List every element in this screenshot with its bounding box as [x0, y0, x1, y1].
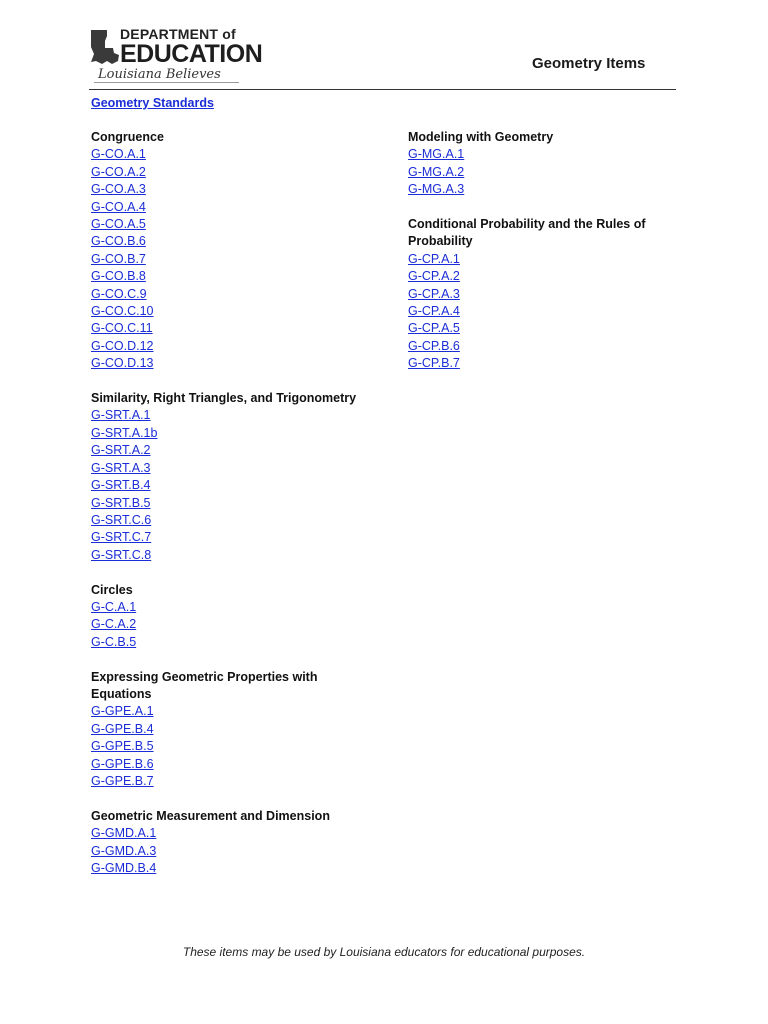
louisiana-state-icon — [90, 28, 120, 68]
standard-link-g-srt-b-4[interactable]: G-SRT.B.4 — [91, 478, 151, 493]
header-divider — [89, 89, 676, 90]
standard-link-g-co-d-13[interactable]: G-CO.D.13 — [91, 356, 154, 371]
section-circles — [91, 582, 381, 652]
section-title: Expressing Geometric Properties with Equations — [91, 669, 318, 701]
section-title: Modeling with Geometry — [408, 130, 554, 144]
standard-link-g-gpe-b-5[interactable]: G-GPE.B.5 — [91, 739, 154, 754]
standard-link-g-gpe-b-4[interactable]: G-GPE.B.4 — [91, 721, 154, 736]
standard-link-g-co-c-9[interactable]: G-CO.C.9 — [91, 286, 147, 301]
standard-link-g-gmd-a-3[interactable]: G-GMD.A.3 — [91, 843, 157, 858]
department-of-education-logo — [90, 26, 263, 84]
standard-link-g-co-c-11[interactable]: G-CO.C.11 — [91, 321, 153, 336]
section-title: Congruence — [91, 130, 164, 144]
standard-link-g-mg-a-2[interactable]: G-MG.A.2 — [408, 164, 465, 179]
section-geometric-measurement-and-dimension — [91, 808, 381, 878]
right-column — [408, 129, 668, 390]
standard-link-g-c-a-1[interactable]: G-C.A.1 — [91, 599, 137, 614]
logo-education-text: EDUCATION — [120, 40, 263, 68]
standard-link-g-co-a-2[interactable]: G-CO.A.2 — [91, 164, 146, 179]
section-conditional-probability-and-the-rules-of-probability — [408, 216, 668, 373]
standard-link-g-srt-c-6[interactable]: G-SRT.C.6 — [91, 512, 152, 527]
section-title: Circles — [91, 582, 133, 597]
geometry-standards-link[interactable]: Geometry Standards — [91, 96, 214, 110]
standard-link-g-srt-b-5[interactable]: G-SRT.B.5 — [91, 495, 151, 510]
page-header — [0, 0, 768, 92]
footer-note: These items may be used by Louisiana educators for educational purposes. — [182, 945, 586, 959]
standard-link-g-co-a-3[interactable]: G-CO.A.3 — [91, 182, 146, 197]
logo-department-text: DEPARTMENT of — [120, 26, 236, 42]
section-title: Geometric Measurement and Dimension — [91, 808, 330, 823]
section-expressing-geometric-properties-with-equations — [91, 669, 381, 791]
standard-link-g-cp-b-7[interactable]: G-CP.B.7 — [408, 356, 460, 371]
section-title: Similarity, Right Triangles, and Trigonometry — [91, 391, 357, 406]
standard-link-g-cp-a-4[interactable]: G-CP.A.4 — [408, 304, 460, 319]
standard-link-g-srt-a-1[interactable]: G-SRT.A.1 — [91, 408, 151, 423]
section-modeling-with-geometry — [408, 129, 668, 199]
standard-link-g-gmd-a-1[interactable]: G-GMD.A.1 — [91, 826, 157, 841]
standard-link-g-co-a-1[interactable]: G-CO.A.1 — [91, 147, 146, 162]
standard-link-g-co-d-12[interactable]: G-CO.D.12 — [91, 338, 154, 353]
standard-link-g-srt-c-7[interactable]: G-SRT.C.7 — [91, 530, 152, 545]
section-title: Conditional Probability and the Rules of Probability — [408, 217, 646, 249]
section-congruence — [91, 129, 381, 373]
standard-link-g-cp-a-1[interactable]: G-CP.A.1 — [408, 251, 460, 266]
standard-link-g-srt-c-8[interactable]: G-SRT.C.8 — [91, 547, 152, 562]
standard-link-g-c-b-5[interactable]: G-C.B.5 — [91, 634, 137, 649]
logo-tagline: Louisiana Believes — [98, 67, 221, 82]
standard-link-g-co-b-6[interactable]: G-CO.B.6 — [91, 234, 146, 249]
standard-link-g-co-a-4[interactable]: G-CO.A.4 — [91, 199, 146, 214]
standard-link-g-mg-a-1[interactable]: G-MG.A.1 — [408, 147, 465, 162]
standard-link-g-c-a-2[interactable]: G-C.A.2 — [91, 617, 137, 632]
standard-link-g-co-c-10[interactable]: G-CO.C.10 — [91, 304, 154, 319]
standard-link-g-cp-b-6[interactable]: G-CP.B.6 — [408, 338, 460, 353]
standard-link-g-srt-a-2[interactable]: G-SRT.A.2 — [91, 443, 151, 458]
standard-link-g-srt-a-1b[interactable]: G-SRT.A.1b — [91, 425, 158, 440]
standard-link-g-cp-a-2[interactable]: G-CP.A.2 — [408, 269, 460, 284]
standard-link-g-co-b-8[interactable]: G-CO.B.8 — [91, 269, 146, 284]
standard-link-g-srt-a-3[interactable]: G-SRT.A.3 — [91, 460, 151, 475]
standard-link-g-mg-a-3[interactable]: G-MG.A.3 — [408, 182, 465, 197]
standard-link-g-gpe-a-1[interactable]: G-GPE.A.1 — [91, 704, 154, 719]
standard-link-g-co-b-7[interactable]: G-CO.B.7 — [91, 251, 146, 266]
standard-link-g-cp-a-3[interactable]: G-CP.A.3 — [408, 286, 460, 301]
standard-link-g-cp-a-5[interactable]: G-CP.A.5 — [408, 321, 460, 336]
standard-link-g-gpe-b-6[interactable]: G-GPE.B.6 — [91, 756, 154, 771]
document-title: Geometry Items — [532, 55, 646, 72]
standard-link-g-co-a-5[interactable]: G-CO.A.5 — [91, 217, 146, 232]
section-similarity-right-triangles-and-trigonometry — [91, 390, 381, 564]
logo-underline — [94, 82, 239, 83]
left-column — [91, 129, 381, 895]
standard-link-g-gpe-b-7[interactable]: G-GPE.B.7 — [91, 773, 154, 788]
standard-link-g-gmd-b-4[interactable]: G-GMD.B.4 — [91, 861, 157, 875]
